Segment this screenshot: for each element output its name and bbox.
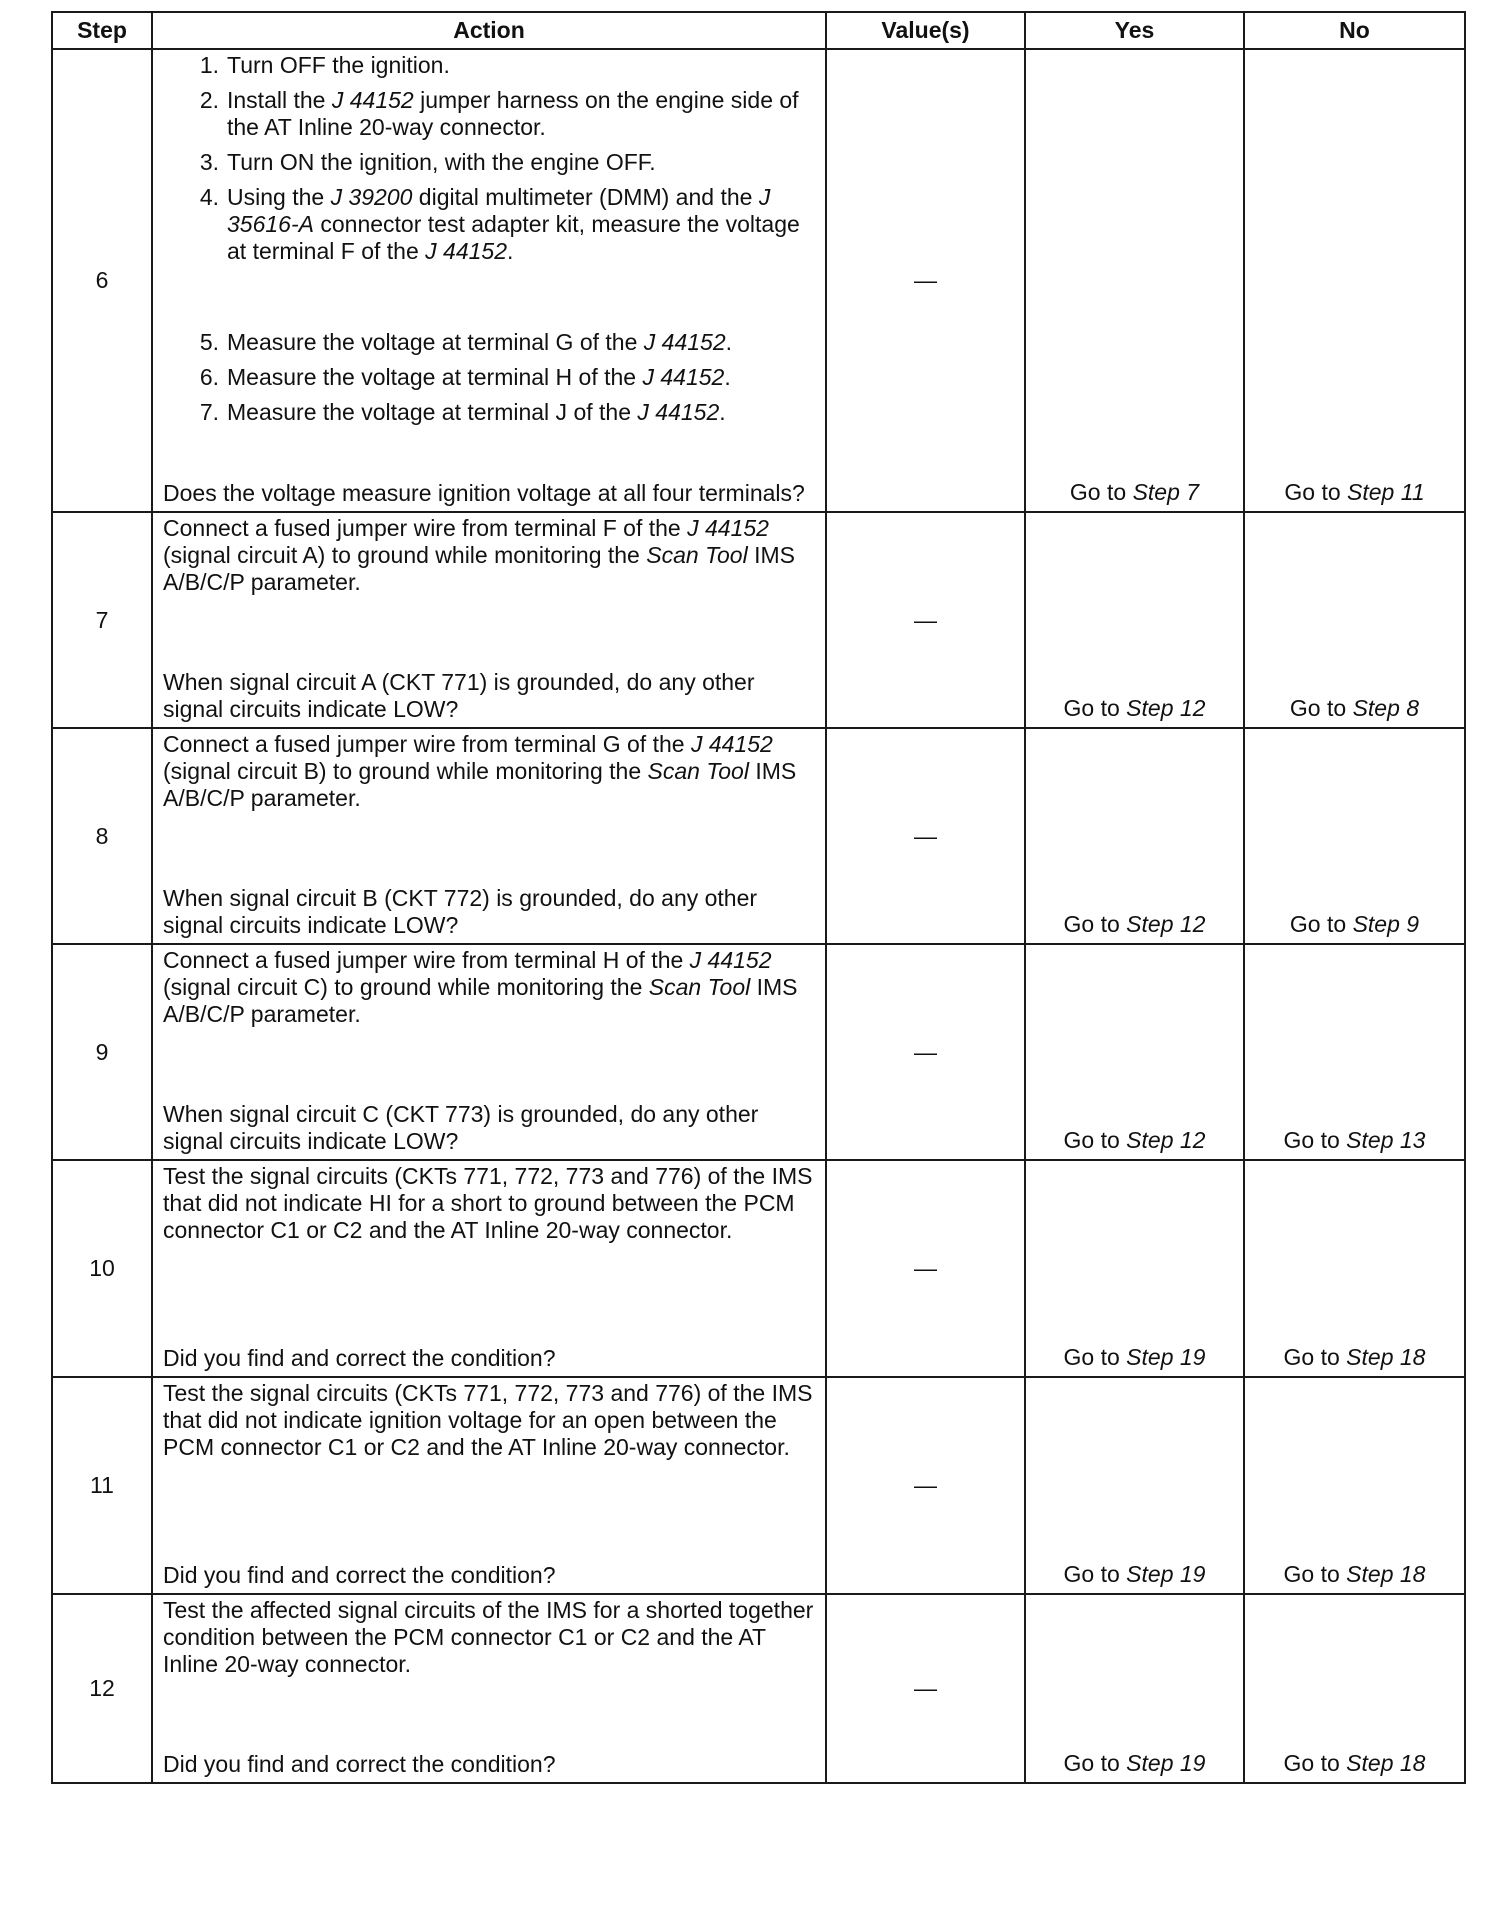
list-number: 6. <box>199 364 219 390</box>
action-instruction <box>163 947 815 1028</box>
header-yes: Yes <box>1025 12 1244 49</box>
go-to-text: Go to <box>1283 1127 1347 1153</box>
text-run: digital multimeter (DMM) and the <box>412 184 759 210</box>
yes-go-to <box>1064 911 1206 937</box>
value-cell: — <box>826 1160 1025 1377</box>
text-run: Connect a fused jumper wire from terminal H of the <box>163 947 690 973</box>
italic-reference: Scan Tool <box>646 542 748 568</box>
table-row <box>52 1377 1465 1594</box>
italic-reference: J 44152 <box>689 947 772 973</box>
italic-reference: Scan Tool <box>647 758 749 784</box>
value-cell: — <box>826 1594 1025 1783</box>
no-cell <box>1244 1594 1465 1783</box>
yes-go-to <box>1064 1344 1206 1370</box>
action-question: When signal circuit A (CKT 771) is grounded, do any other signal circuits indicate LOW? <box>163 669 755 722</box>
header-step: Step <box>52 12 152 49</box>
text-run: Using the <box>227 184 331 210</box>
step-reference: Step 12 <box>1126 695 1206 721</box>
list-text <box>227 149 815 176</box>
step-reference: Step 18 <box>1346 1561 1426 1587</box>
text-run: IMS A/B/C/P parameter. <box>163 974 798 1027</box>
no-go-to <box>1290 695 1419 721</box>
yes-go-to <box>1064 1750 1206 1776</box>
go-to-text: Go to <box>1289 911 1353 937</box>
no-cell <box>1244 512 1465 728</box>
text-run: Test the affected signal circuits of the IMS for a shorted together condition between the PCM connector C1 or C2 and the AT Inline 20-way connector. <box>163 1597 814 1677</box>
step-number: 9 <box>52 944 152 1160</box>
no-go-to <box>1284 1750 1426 1776</box>
value-cell: — <box>826 512 1025 728</box>
text-run: . <box>719 399 726 425</box>
action-content <box>163 1597 815 1778</box>
no-go-to <box>1284 1561 1426 1587</box>
list-text <box>227 52 815 79</box>
step-number: 12 <box>52 1594 152 1783</box>
text-run: connector test adapter kit, measure the voltage at terminal F of the <box>227 211 800 264</box>
no-go-to <box>1284 1127 1426 1153</box>
action-instruction <box>163 1597 815 1678</box>
action-instructions <box>163 947 815 1028</box>
step-number: 11 <box>52 1377 152 1594</box>
value-cell: — <box>826 728 1025 944</box>
action-instruction <box>163 1163 815 1244</box>
step-reference: Step 12 <box>1126 1127 1206 1153</box>
no-go-to <box>1290 911 1419 937</box>
action-instructions <box>163 52 815 434</box>
step-reference: Step 19 <box>1126 1750 1206 1776</box>
action-instructions <box>163 515 815 596</box>
yes-cell <box>1025 1160 1244 1377</box>
diagnostic-table <box>51 11 1466 1784</box>
action-question: When signal circuit B (CKT 772) is grounded, do any other signal circuits indicate LOW? <box>163 885 758 938</box>
header-row <box>52 12 1465 49</box>
text-run: . <box>724 364 731 390</box>
action-instructions <box>163 1597 815 1678</box>
table-row <box>52 49 1465 512</box>
list-text <box>227 184 815 265</box>
no-cell <box>1244 1160 1465 1377</box>
italic-reference: J 39200 <box>330 184 413 210</box>
list-number: 1. <box>199 52 219 78</box>
yes-cell <box>1025 1377 1244 1594</box>
text-run: Turn ON the ignition, with the engine OFF. <box>227 149 656 175</box>
yes-cell <box>1025 728 1244 944</box>
action-instruction <box>163 731 815 812</box>
yes-go-to <box>1064 1127 1206 1153</box>
list-item <box>163 399 815 426</box>
go-to-text: Go to <box>1069 479 1133 505</box>
text-run: (signal circuit C) to ground while monitoring the <box>163 974 649 1000</box>
value-cell: — <box>826 944 1025 1160</box>
italic-reference: J 44152 <box>331 87 414 113</box>
list-number: 2. <box>199 87 219 113</box>
step-number: 6 <box>52 49 152 512</box>
list-number: 3. <box>199 149 219 175</box>
action-instructions <box>163 1163 815 1244</box>
list-item <box>163 149 815 176</box>
step-reference: Step 19 <box>1126 1344 1206 1370</box>
text-run: . <box>507 238 514 264</box>
step-number: 7 <box>52 512 152 728</box>
text-run: Turn OFF the ignition. <box>227 52 450 78</box>
go-to-text: Go to <box>1063 695 1127 721</box>
go-to-text: Go to <box>1063 1750 1127 1776</box>
yes-go-to <box>1064 1561 1206 1587</box>
yes-cell <box>1025 512 1244 728</box>
action-instruction <box>163 515 815 596</box>
list-text <box>227 87 815 141</box>
header-values: Value(s) <box>826 12 1025 49</box>
step-number: 10 <box>52 1160 152 1377</box>
go-to-text: Go to <box>1289 695 1353 721</box>
text-run: . <box>725 329 733 355</box>
italic-reference: J 44152 <box>687 515 769 541</box>
go-to-text: Go to <box>1283 1344 1347 1370</box>
list-number: 7. <box>199 399 219 425</box>
action-content <box>163 52 815 507</box>
yes-cell <box>1025 49 1244 512</box>
action-question: Did you find and correct the condition? <box>163 1751 556 1777</box>
text-run: IMS A/B/C/P parameter. <box>163 758 797 811</box>
step-reference: Step 8 <box>1352 695 1420 721</box>
spacer <box>163 273 815 329</box>
list-number: 5. <box>199 329 219 355</box>
italic-reference: J 44152 <box>643 329 726 355</box>
go-to-text: Go to <box>1063 1561 1127 1587</box>
list-item <box>163 364 815 391</box>
list-item <box>163 87 815 141</box>
no-cell <box>1244 944 1465 1160</box>
no-cell <box>1244 49 1465 512</box>
action-cell <box>152 944 826 1160</box>
italic-reference: J 35616-A <box>227 184 771 237</box>
action-question: Does the voltage measure ignition voltage at all four terminals? <box>163 480 805 506</box>
italic-reference: J 44152 <box>642 364 725 390</box>
action-cell <box>152 49 826 512</box>
text-run: (signal circuit A) to ground while monitoring the <box>163 542 647 568</box>
action-instruction <box>163 1380 815 1461</box>
list-text <box>227 399 815 426</box>
text-run: Measure the voltage at terminal G of the <box>227 329 644 355</box>
go-to-text: Go to <box>1063 911 1127 937</box>
action-question: Did you find and correct the condition? <box>163 1562 556 1588</box>
text-run: jumper harness on the engine side of the AT Inline 20-way connector. <box>227 87 799 140</box>
go-to-text: Go to <box>1283 1750 1347 1776</box>
step-number: 8 <box>52 728 152 944</box>
step-reference: Step 18 <box>1346 1344 1426 1370</box>
no-cell <box>1244 1377 1465 1594</box>
step-reference: Step 11 <box>1347 479 1425 505</box>
text-run: Measure the voltage at terminal H of the <box>227 364 643 390</box>
action-cell <box>152 728 826 944</box>
action-content <box>163 1163 815 1372</box>
table-row <box>52 1160 1465 1377</box>
action-instructions <box>163 731 815 812</box>
list-text <box>227 329 815 356</box>
yes-cell <box>1025 1594 1244 1783</box>
action-instructions <box>163 1380 815 1461</box>
text-run: Test the signal circuits (CKTs 771, 772, 773 and 776) of the IMS that did not indicate HI for a short to ground between the PCM connector C1 or C2 and the AT Inline 20-way connector. <box>163 1163 813 1243</box>
action-cell <box>152 512 826 728</box>
text-run: Connect a fused jumper wire from terminal G of the <box>163 731 691 757</box>
italic-reference: J 44152 <box>690 731 773 757</box>
header-action: Action <box>152 12 826 49</box>
table-row <box>52 512 1465 728</box>
action-content <box>163 947 815 1155</box>
action-cell <box>152 1377 826 1594</box>
list-item <box>163 52 815 79</box>
step-reference: Step 7 <box>1132 479 1200 505</box>
action-cell <box>152 1594 826 1783</box>
text-run: IMS A/B/C/P parameter. <box>163 542 795 595</box>
text-run: Install the <box>227 87 332 113</box>
yes-go-to <box>1064 695 1206 721</box>
action-content <box>163 515 815 723</box>
value-cell: — <box>826 49 1025 512</box>
header-no: No <box>1244 12 1465 49</box>
table-row <box>52 1594 1465 1783</box>
table-row <box>52 728 1465 944</box>
action-question: When signal circuit C (CKT 773) is grounded, do any other signal circuits indicate LOW? <box>163 1101 759 1154</box>
action-question: Did you find and correct the condition? <box>163 1345 556 1371</box>
list-text <box>227 364 815 391</box>
list-number: 4. <box>199 184 219 210</box>
italic-reference: J 44152 <box>637 399 720 425</box>
step-reference: Step 19 <box>1126 1561 1206 1587</box>
yes-cell <box>1025 944 1244 1160</box>
no-go-to <box>1284 1344 1426 1370</box>
text-run: Connect a fused jumper wire from terminal F of the <box>163 515 688 541</box>
step-reference: Step 18 <box>1346 1750 1426 1776</box>
list-item <box>163 329 815 356</box>
go-to-text: Go to <box>1283 1561 1347 1587</box>
no-go-to <box>1284 479 1424 505</box>
list-item <box>163 184 815 265</box>
italic-reference: Scan Tool <box>648 974 751 1000</box>
action-content <box>163 731 815 939</box>
text-run: Test the signal circuits (CKTs 771, 772, 773 and 776) of the IMS that did not indicate ignition voltage for an open between the PCM connector C1 or C2 and the AT Inline 20-way connector. <box>163 1380 813 1460</box>
go-to-text: Go to <box>1284 479 1348 505</box>
value-cell: — <box>826 1377 1025 1594</box>
no-cell <box>1244 728 1465 944</box>
italic-reference: J 44152 <box>425 238 507 264</box>
go-to-text: Go to <box>1063 1127 1127 1153</box>
text-run: Measure the voltage at terminal J of the <box>227 399 638 425</box>
go-to-text: Go to <box>1063 1344 1127 1370</box>
action-content <box>163 1380 815 1589</box>
table-row <box>52 944 1465 1160</box>
action-cell <box>152 1160 826 1377</box>
step-reference: Step 13 <box>1346 1127 1426 1153</box>
step-reference: Step 12 <box>1126 911 1206 937</box>
yes-go-to <box>1070 479 1199 505</box>
text-run: (signal circuit B) to ground while monitoring the <box>163 758 648 784</box>
step-reference: Step 9 <box>1352 911 1420 937</box>
